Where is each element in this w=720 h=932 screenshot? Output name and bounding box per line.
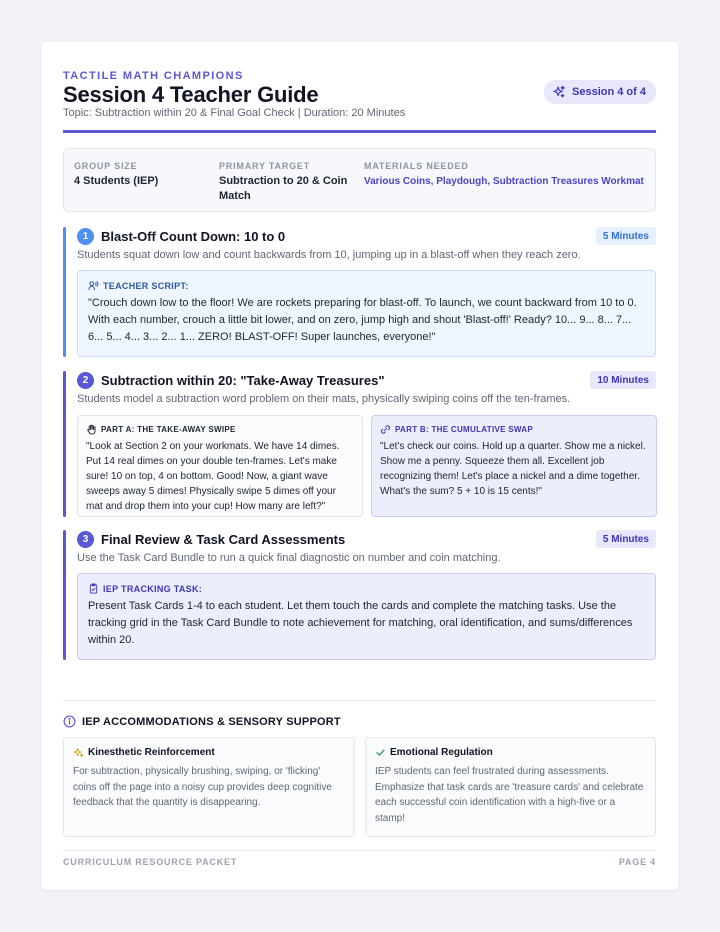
section-accent-bar [63, 227, 66, 357]
section-number: 2 [77, 372, 94, 389]
part-a-text: "Look at Section 2 on your workmats. We have 14 dimes. Put 14 real dimes on your double ten-frames. Let's make sure! 10 on top, 4 on bottom. Good! Now, a giant wave sweeps away 5 dimes! Physically swipe 5 dimes off your mat and drop them into your cup! How many are left?" [86, 441, 340, 512]
footer-left: CURRICULUM RESOURCE PACKET [63, 857, 238, 867]
accommodations-title [63, 715, 341, 728]
sparkle-icon [73, 747, 84, 758]
session-badge-label: Session 4 of 4 [572, 86, 646, 98]
meta-value: Subtraction to 20 & Coin Match [219, 175, 348, 202]
section-3 [63, 530, 656, 660]
duration-badge: 10 Minutes [590, 371, 656, 389]
meta-label: PRIMARY TARGET [219, 161, 311, 171]
section-1 [63, 227, 656, 357]
accommodation-heading-text: Emotional Regulation [390, 747, 493, 758]
section-number: 1 [77, 228, 94, 245]
section-accent-bar [63, 371, 66, 517]
meta-label: GROUP SIZE [74, 161, 138, 171]
tracking-label-text: IEP TRACKING TASK: [103, 583, 203, 594]
section-accent-bar [63, 530, 66, 660]
part-b-label [380, 424, 648, 435]
iep-tracking-box [77, 573, 656, 660]
info-icon [63, 715, 76, 728]
script-label [88, 280, 645, 291]
page-title: Session 4 Teacher Guide [63, 82, 319, 107]
accommodation-heading [375, 747, 646, 758]
footer-rule [63, 850, 656, 851]
section-header [77, 371, 385, 389]
section-divider [63, 700, 656, 701]
script-label-text: TEACHER SCRIPT: [103, 280, 189, 291]
section-header [77, 530, 345, 548]
part-a-box [77, 415, 363, 517]
session-badge [544, 80, 656, 104]
accommodation-text: IEP students can feel frustrated during assessments. Emphasize that task cards are 'treasure cards' and celebrate each successful coin identification with a high-five or a stamp! [375, 766, 644, 824]
accommodation-heading-text: Kinesthetic Reinforcement [88, 747, 215, 758]
meta-primary-target [219, 161, 354, 204]
speaking-icon [88, 280, 99, 291]
meta-value: 4 Students (IEP) [74, 175, 159, 187]
page-subtitle: Topic: Subtraction within 20 & Final Goal Check | Duration: 20 Minutes [63, 107, 406, 119]
section-title: Subtraction within 20: "Take-Away Treasures" [101, 372, 385, 388]
section-description: Students squat down low and count backwards from 10, jumping up in a blast-off when they reach zero. [77, 249, 581, 261]
section-title: Blast-Off Count Down: 10 to 0 [101, 228, 286, 244]
page-number: PAGE 4 [618, 857, 656, 867]
link-icon [380, 424, 391, 435]
hand-icon [86, 424, 97, 435]
section-description: Use the Task Card Bundle to run a quick final diagnostic on number and coin matching. [77, 552, 501, 564]
part-b-label-text: PART B: THE CUMULATIVE SWAP [395, 425, 534, 434]
part-a-label-text: PART A: THE TAKE-AWAY SWIPE [101, 425, 236, 434]
tracking-text: Present Task Cards 1-4 to each student. Let them touch the cards and complete the matching tasks. Use the tracking grid in the Task Card Bundle to note achievement for matching, oral identification, and sums/differences within 20. [88, 600, 633, 646]
part-b-text: "Let's check our coins. Hold up a quarter. Show me a nickel. Show me a penny. Squeeze them all. Excellent job recognizing them! Let's place a nickel and a dime together. What's the sum? 5 + 10 is 15 cents!" [380, 441, 646, 497]
duration-badge: 5 Minutes [596, 530, 656, 548]
section-2 [63, 371, 656, 517]
tracking-label [88, 583, 645, 594]
duration-badge: 5 Minutes [596, 227, 656, 245]
accommodations-title-text: IEP ACCOMMODATIONS & SENSORY SUPPORT [82, 715, 341, 728]
accommodation-card-kinesthetic [63, 737, 355, 837]
part-a-label [86, 424, 354, 435]
section-header [77, 227, 285, 245]
section-title: Final Review & Task Card Assessments [101, 531, 346, 547]
meta-materials [364, 161, 654, 189]
script-text: "Crouch down low to the floor! We are rockets preparing for blast-off. To launch, we count backward from 10 to 0. With each number, crouch a little bit lower, and on zero, jump high and shout 'Blast-off!' Ready? 10... 9... 8... 7... 6... 5... 4... 3... 2... 1... ZERO! BLAST-OFF! Super launches, everyone!" [88, 297, 637, 343]
brand-label: TACTILE MATH CHAMPIONS [63, 70, 244, 82]
accommodation-heading [73, 747, 345, 758]
section-description: Students model a subtraction word problem on their mats, physically swiping coins off the ten-frames. [77, 393, 571, 405]
meta-label: MATERIALS NEEDED [364, 161, 469, 171]
header-rule [63, 130, 656, 133]
session-meta-panel [63, 148, 656, 212]
section-number: 3 [77, 531, 94, 548]
accommodation-text: For subtraction, physically brushing, swiping, or 'flicking' coins off the page into a noisy cup provides deep cognitive feedback that the quantity is disappearing. [73, 766, 332, 808]
sparkle-icon [552, 85, 566, 99]
meta-group-size [74, 161, 204, 189]
accommodation-card-emotional [365, 737, 656, 837]
check-icon [375, 747, 386, 758]
teacher-script-box [77, 270, 656, 357]
part-b-box [371, 415, 657, 517]
clipboard-icon [88, 583, 99, 594]
meta-value: Various Coins, Playdough, Subtraction Treasures Workmat [364, 176, 644, 187]
guide-page [42, 42, 678, 890]
